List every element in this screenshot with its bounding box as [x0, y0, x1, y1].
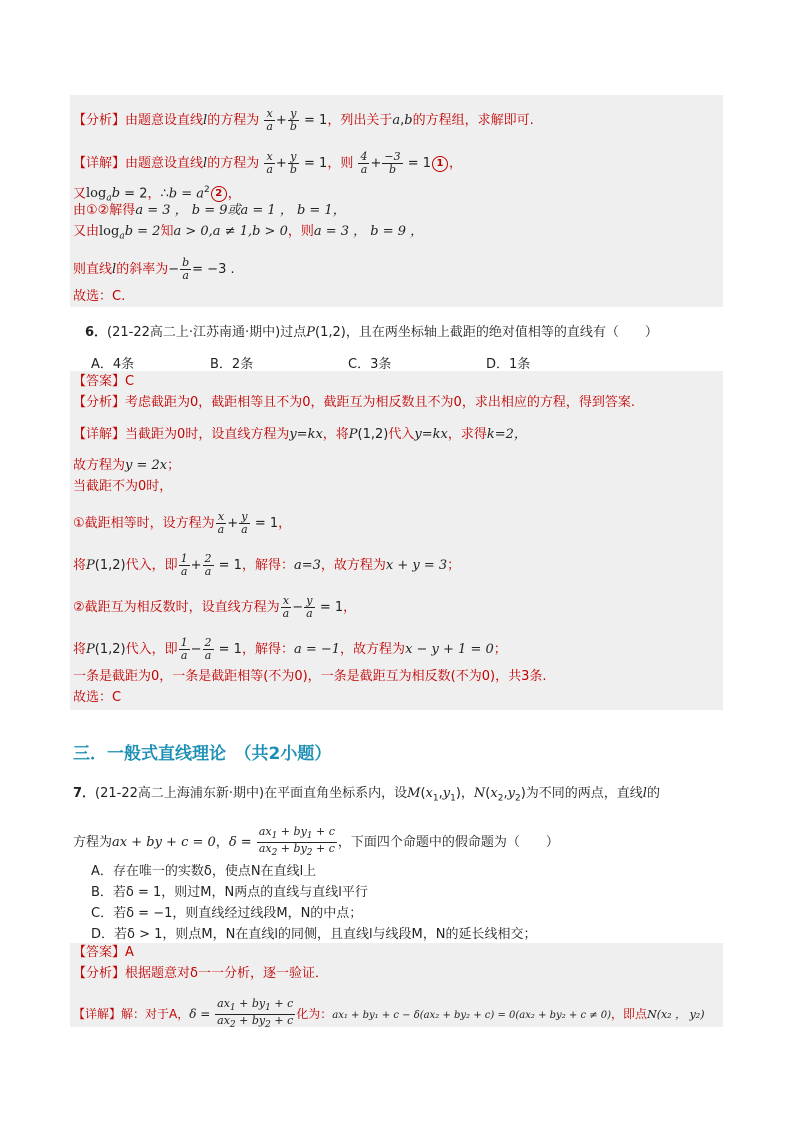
- q5-detail-4: 又由$\log_ab = 2$知a > 0,a ≠ 1,b > 0，则a = 3 ， b = 9 ，: [73, 224, 424, 242]
- q5-final-answer: 故选：C.: [73, 289, 126, 304]
- q6-stem: 6．(21-22高二上·江苏南通·期中)过点P(1,2)，且在两坐标轴上截距的绝对值相等的直线有（ ）: [85, 325, 658, 340]
- q6-choice-a: A．4条: [91, 357, 135, 372]
- q6-detail-2: 故方程为y = 2x；: [73, 458, 181, 473]
- q7-analysis: 【分析】根据题意对δ一一分析，逐一验证．: [73, 966, 328, 981]
- q6-answer: 【答案】C: [73, 374, 135, 389]
- section-title: 三．一般式直线理论 （共2小题）: [73, 744, 332, 764]
- q5-detail-3: 由①②解得a = 3 ， b = 9或a = 1 ， b = 1，: [73, 203, 346, 218]
- q6-choice-b: B．2条: [210, 357, 254, 372]
- q7-choice-b: B．若δ = 1，则过M，N两点的直线与直线l平行: [91, 885, 368, 900]
- q6-case-1-sub: 将P(1,2)代入，即 $\frac{1}{a}$ + $\frac{2}{a}$ = 1，解得：a=3，故方程为x + y = 3；: [73, 552, 461, 578]
- q5-detail-1: 【详解】由题意设直线l的方程为 $\frac{x}{a}$ + $\frac{y}{b}$ = 1，则 $\frac{4}{a}$ + $\frac{-3}{b}$ = 1 1 ，: [73, 150, 463, 176]
- q6-analysis: 【分析】考虑截距为0，截距相等且不为0，截距互为相反数且不为0，求出相应的方程，得到答案.: [73, 395, 635, 410]
- circled-one-icon: 1: [432, 156, 448, 172]
- q6-final-answer: 故选：C: [73, 690, 122, 705]
- circled-two-icon: 2: [211, 186, 227, 202]
- q6-case-2: ②截距互为相反数时，设直线方程为 $\frac{x}{a}$ − $\frac{y}{a}$ = 1，: [73, 594, 357, 620]
- q7-choice-a: A．存在唯一的实数δ，使点N在直线l上: [91, 864, 317, 879]
- q5-detail-5: 则直线l的斜率为− $\frac{b}{a}$ = −3 .: [73, 256, 235, 282]
- q7-detail: 【详解】解：对于A，δ = $\frac{ax_1 + by_1 + c}{ax_2 + by_2 + c}$ 化为：ax₁ + by₁ + c − δ(ax₂ + by₂ + c) = 0(ax₂ + by₂ + c ≠ 0)，即点N(x₂ ， y₂): [73, 997, 705, 1031]
- q5-detail-2: 又$\log_ab = 2$，∴b = $a^2$ 2 ，: [73, 185, 241, 204]
- q6-case-2-sub: 将P(1,2)代入，即 $\frac{1}{a}$ − $\frac{2}{a}$ = 1，解得：a = −1，故方程为x − y + 1 = 0；: [73, 636, 507, 662]
- q6-choice-d: D．1条: [486, 357, 531, 372]
- q6-choice-c: C．3条: [348, 357, 392, 372]
- q6-summary: 一条是截距为0，一条是截距相等(不为0)，一条是截距互为相反数(不为0)，共3条.: [73, 669, 547, 684]
- q7-choice-c: C．若δ = −1，则直线经过线段M，N的中点；: [91, 906, 363, 921]
- q5-analysis: 【分析】由题意设直线l的方程为 $\frac{x}{a}$ + $\frac{y}{b}$ = 1，列出关于a,b的方程组，求解即可.: [73, 107, 534, 133]
- q7-answer: 【答案】A: [73, 945, 134, 960]
- q7-choice-d: D．若δ > 1，则点M，N在直线l的同侧，且直线l与线段M，N的延长线相交；: [91, 927, 537, 942]
- q6-detail-1: 【详解】当截距为0时，设直线方程为y=kx，将P(1,2)代入y=kx，求得k=2，: [73, 427, 527, 442]
- q6-case-1: ①截距相等时，设方程为 $\frac{x}{a}$ + $\frac{y}{a}$ = 1，: [73, 510, 292, 536]
- q7-stem-1: 7．(21-22高二上海浦东新·期中)在平面直角坐标系内，设$M(x_1,y_1)$，$N(x_2,y_2)$为不同的两点，直线l的: [73, 786, 660, 804]
- q6-detail-3: 当截距不为0时，: [73, 479, 173, 494]
- q7-stem-2: 方程为ax + by + c = 0，δ = $\frac{ax_1 + by_1 + c}{ax_2 + by_2 + c}$ ，下面四个命题中的假命题为（ ）: [73, 825, 559, 859]
